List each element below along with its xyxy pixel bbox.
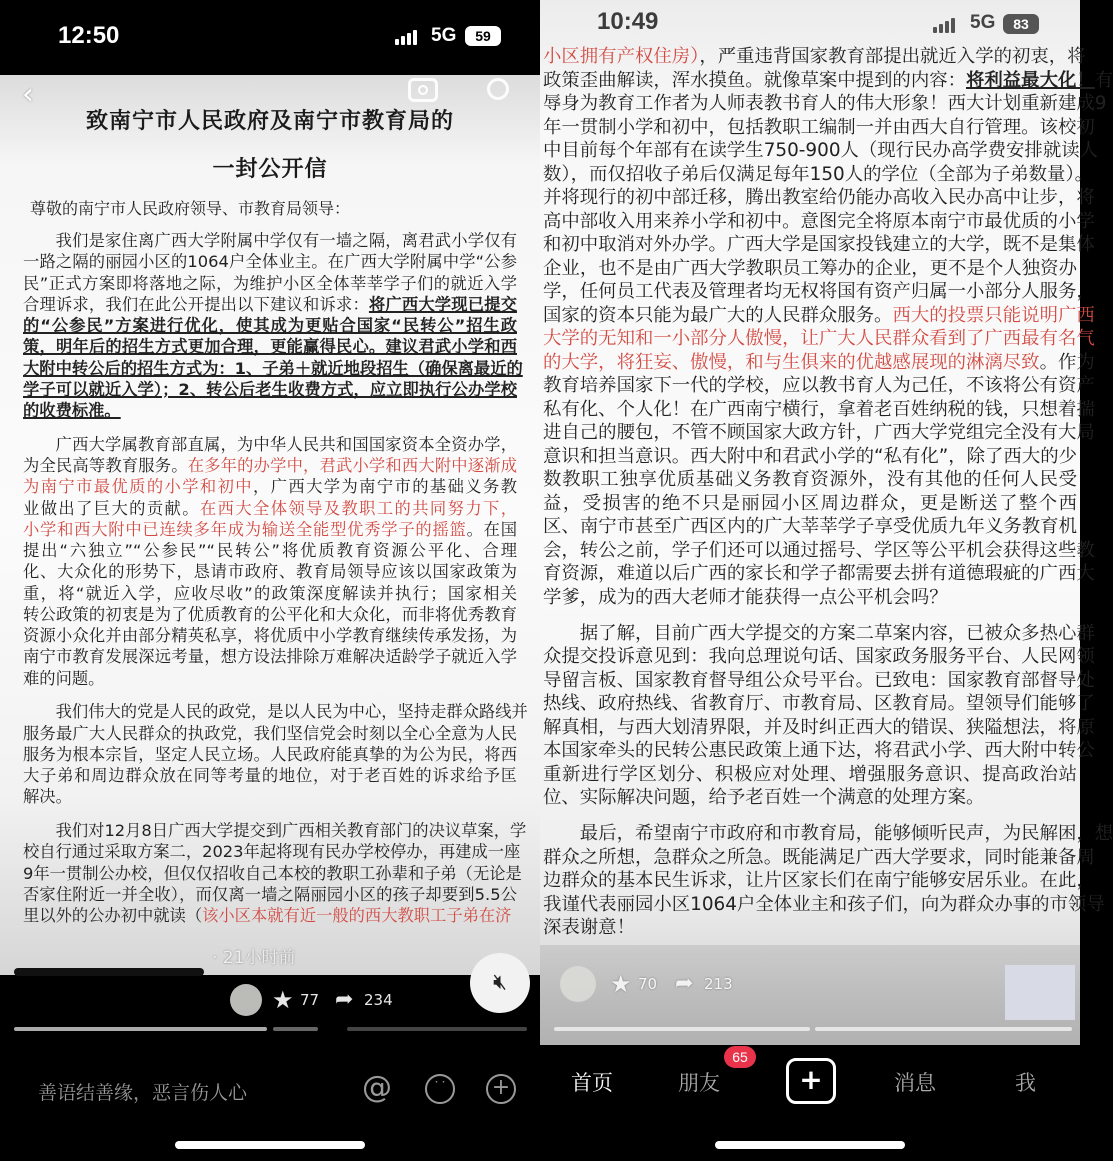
text-run: 数），而仅招收子弟后仅满足每年150人的学位（全部为子弟数量）。 xyxy=(543,163,1094,185)
text-run: 广西大学属教育部直属，为中华人民共和国国家资本全资办学， xyxy=(55,434,517,454)
post-time: · 21小时前 xyxy=(212,948,296,968)
network-type: 5G xyxy=(970,12,996,33)
paragraph xyxy=(23,434,517,689)
text-line xyxy=(543,893,1105,917)
right-phone-screenshot xyxy=(540,0,1113,1161)
text-run: 导留言板、国家教育督导组公众号平台。已致电：国家教育部督导处 xyxy=(543,669,1095,691)
text-run: 私有化、个人化！在广西南宁横行，拿着老百姓纳税的钱，只想着揣 xyxy=(543,398,1095,420)
text-run: 辱身为教育工作者为人师表教书育人的伟大形象！西大计划重新建成9 xyxy=(543,93,1107,114)
text-line xyxy=(23,379,517,400)
text-run: 教育培养国家下一代的学校，应以教书育人为己任，不该将公有资产 xyxy=(543,375,1095,396)
text-run: 学爹，成为的西大老师才能获得一点公平机会吗？ xyxy=(543,586,948,608)
underlined-text: 的收费标准。 xyxy=(23,401,121,420)
text-line xyxy=(543,822,1113,846)
text-run: 民”正式方案即将落地之际，为维护小区全体莘莘学子们的就近入学 xyxy=(23,273,517,293)
battery-level: 59 xyxy=(465,26,501,46)
text-line xyxy=(23,583,517,604)
paragraph xyxy=(543,622,1095,810)
text-run: 为全民高等教育服务。 xyxy=(23,456,188,475)
text-line xyxy=(543,692,1095,716)
text-line xyxy=(23,625,517,646)
text-line xyxy=(23,786,517,807)
text-line xyxy=(543,539,1095,563)
nav-me[interactable]: 我 xyxy=(1015,1071,1036,1095)
progress-segment xyxy=(347,1027,527,1031)
text-run: ，广西大学为南宁市的基础义务教 xyxy=(253,477,517,497)
text-line xyxy=(543,304,1095,328)
speaker-muted-icon: 🔇︎ xyxy=(493,970,507,995)
highlighted-text: 西大的投票只能说明广西 xyxy=(892,304,1095,326)
text-run: 难的问题。 xyxy=(23,668,105,688)
paragraph xyxy=(543,822,1113,940)
highlighted-text: 的大学，将狂妄、傲慢，和与生俱来的优越感展现的淋漓尽致 xyxy=(543,351,1040,373)
text-line xyxy=(23,646,517,667)
text-run: 有 xyxy=(1094,69,1113,91)
author-name-redacted xyxy=(14,968,204,976)
text-run: 中目前每个年部有在读学生750-900人（现行民办高学费安排就读人 xyxy=(543,140,1098,161)
text-run: 化、大众化的形势下，恳请市政府、教育局领导应该以国家政策为 xyxy=(23,562,517,582)
text-run: 里以外的公办初中就读（ xyxy=(23,906,203,925)
text-run: 国家的资本只能为最广大的人民群众服务。 xyxy=(543,304,893,326)
text-line xyxy=(543,92,1107,116)
text-line xyxy=(543,468,1077,492)
paragraph xyxy=(543,45,1113,609)
text-run: 我们伟大的党是人民的政党，是以人民为中心，坚持走群众路线并 xyxy=(55,702,528,722)
text-line xyxy=(23,905,517,926)
text-line xyxy=(23,273,517,294)
share-count: 234 xyxy=(364,991,393,1009)
progress-segment xyxy=(273,1027,318,1031)
text-run: 提出“六独立”“公参民”“民转公”将优质教育资源公平化、合理 xyxy=(23,541,517,560)
text-line xyxy=(23,336,517,357)
progress-segment xyxy=(815,1027,1072,1031)
text-run: 进自己的腰包，不管不顾国家大政方针，广西大学党组完全没有大局 xyxy=(543,422,1095,443)
text-line xyxy=(23,230,517,251)
like-star-icon[interactable]: ★ xyxy=(610,970,632,998)
text-line xyxy=(543,210,1095,234)
share-arrow-icon[interactable]: ➦ xyxy=(675,971,694,996)
text-run: 政策歪曲解读，浑水摸鱼。就像草案中提到的内容： xyxy=(543,69,966,91)
text-line xyxy=(543,186,1095,210)
text-line xyxy=(23,294,517,315)
mute-button[interactable] xyxy=(470,953,530,1013)
text-line xyxy=(23,561,517,582)
text-run: 我们是家住离广西大学附属中学仅有一墙之隔，离君武小学仅有 xyxy=(55,231,517,250)
nav-friends[interactable]: 朋友 xyxy=(678,1071,720,1095)
text-run: 服务为根本宗旨，坚定人民立场。人民政府能真挚的为公为民，将西 xyxy=(23,744,517,764)
text-line xyxy=(23,765,517,786)
text-line xyxy=(543,622,1095,646)
text-line xyxy=(543,916,1077,940)
text-run: 解决。 xyxy=(23,787,72,807)
underlined-text: 将广西大学现已提交 xyxy=(368,294,517,314)
signal-icon xyxy=(395,30,417,45)
text-line xyxy=(543,786,1077,810)
text-run: 和初中取消对外办学。广西大学是国家投钱建立的大学，既不是集体 xyxy=(543,234,1095,255)
friends-badge: 65 xyxy=(724,1046,756,1068)
text-run: 众提交投诉意见到：我向总理说句话、国家政务服务平台、人民网领 xyxy=(543,646,1095,667)
text-line xyxy=(543,716,1095,740)
text-run: ，严重违背国家教育部提出就近入学的初衷，将 xyxy=(699,46,1086,67)
text-line xyxy=(543,257,1077,281)
text-line xyxy=(23,251,517,272)
letter-salutation: 尊敬的南宁市人民政府领导、市教育局领导： xyxy=(30,199,351,218)
letter-body-continued xyxy=(543,45,1113,952)
text-run: 企业，也不是由广西大学教职员工筹办的企业，更不是个人独资办 xyxy=(543,257,1077,279)
text-line xyxy=(23,519,517,540)
like-count: 77 xyxy=(300,991,320,1009)
text-line xyxy=(23,723,517,744)
text-line xyxy=(23,476,517,497)
underlined-text: 将利益最大化！ xyxy=(966,69,1095,91)
nav-home[interactable]: 首页 xyxy=(571,1071,613,1095)
text-run: 群众之所想，急群众之所急。既能满足广西大学要求，同时能兼备周 xyxy=(543,846,1095,868)
underlined-text: 策，明年后的招生方式更加合理，更能赢得民心。建议君武小学和西 xyxy=(23,337,517,357)
text-line xyxy=(543,645,1095,669)
emoji-icon[interactable]: ˙˙ xyxy=(425,1074,455,1104)
letter-title-line-2: 一封公开信 xyxy=(212,157,328,182)
text-run: 南宁市教育发展深远考量，想方设法排除万难解决适龄学子就近入学 xyxy=(23,647,517,667)
left-phone-screenshot xyxy=(0,0,540,1161)
like-star-icon[interactable]: ★ xyxy=(272,986,294,1014)
home-indicator xyxy=(715,1141,905,1149)
text-run: 深表谢意！ xyxy=(543,917,635,938)
text-line xyxy=(543,739,1095,763)
highlighted-text: 为南宁市最优质的小学和初中 xyxy=(23,477,253,497)
share-arrow-icon[interactable]: ➦ xyxy=(335,987,354,1012)
highlighted-text: 小学和西大附中已连续多年成为输送全能型优秀学子的摇篮 xyxy=(23,519,467,539)
text-run: 最后，希望南宁市政府和市教育局，能够倾听民声，为民解困，想 xyxy=(579,823,1113,844)
text-line xyxy=(543,280,1095,304)
create-icon[interactable]: + xyxy=(786,1058,836,1104)
paragraph xyxy=(23,820,527,926)
text-line xyxy=(543,562,1095,586)
text-run: 数教职工独享优质基础义务教育资源外，没有其他的任何人民受 xyxy=(543,469,1077,490)
text-line xyxy=(23,863,522,884)
author-avatar[interactable] xyxy=(560,966,596,1002)
letter-title-line-1: 致南宁市人民政府及南宁市教育局的 xyxy=(85,109,455,134)
text-line xyxy=(543,586,1077,610)
text-run: 重新进行学区划分、积极应对处理、增强服务意识、提高政治站 xyxy=(543,763,1077,785)
status-bar xyxy=(0,0,540,75)
text-line xyxy=(23,820,527,841)
text-run: 合理诉求，我们在此公开提出以下建议和诉求： xyxy=(23,294,369,314)
highlighted-text: 大学的无知和一小部分人傲慢，让广大人民群众看到了广西最有名气 xyxy=(543,328,1095,349)
text-line xyxy=(23,434,517,455)
text-line xyxy=(23,358,523,379)
share-count: 213 xyxy=(704,975,733,993)
battery-level: 83 xyxy=(1003,14,1039,34)
text-line xyxy=(23,400,517,421)
text-line xyxy=(23,498,517,519)
text-run: 解真相，与西大划清界限，并及时纠正西大的错误、狭隘想法，将原 xyxy=(543,716,1095,738)
text-line xyxy=(543,763,1077,787)
text-line xyxy=(543,398,1095,422)
text-line xyxy=(543,869,1095,893)
text-run: 益，受损害的绝不只是丽园小区周边群众，更是断送了整个西 xyxy=(543,492,1077,514)
text-run: 热线、政府热线、省教育厅、市教育局、区教育局。望领导们能够了 xyxy=(543,693,1095,714)
text-line xyxy=(543,669,1095,693)
text-run: 并将现行的初中部迁移，腾出教室给仍能办高收入民办高中让步，将 xyxy=(543,187,1095,208)
text-run: 育资源，难道以后广西的家长和学子都需要去拼有道德瑕疵的广西大 xyxy=(543,563,1095,584)
text-line xyxy=(23,884,517,905)
paragraph xyxy=(23,230,523,421)
text-run: 意识和担当意识。西大附中和君武小学的“私有化”，除了西大的少 xyxy=(543,445,1077,467)
text-run: 服务最广大人民群众的执政党，我们坚信党会时刻以全心全意为人民 xyxy=(23,723,517,743)
text-run: 否家住附近一并全收），而仅离一墙之隔丽园小区的孩子却要到5.5公 xyxy=(23,884,517,904)
highlighted-text: 小区拥有产权住房） xyxy=(543,46,700,67)
text-line xyxy=(23,701,528,722)
text-run: 据了解，目前广西大学提交的方案二草案内容，已被众多热心群 xyxy=(579,622,1095,644)
underlined-text: 的“公参民”方案进行优化，使其成为更贴合国家“民转公”招生政 xyxy=(23,316,517,335)
highlighted-text: 在西大全体领导及教职工的共同努力下， xyxy=(199,498,517,518)
highlighted-text: 该小区本就有近一般的西大教职工子弟在济 xyxy=(202,906,512,925)
author-avatar[interactable] xyxy=(230,984,262,1016)
text-run: 高中部收入用来养小学和初中。意图完全将原本南宁市最优质的小学 xyxy=(543,210,1095,232)
text-run: 边群众的基本民生诉求，让片区家长们在南宁能够安居乐业。在此， xyxy=(543,870,1095,891)
text-run: 。在国 xyxy=(466,519,517,539)
nav-messages[interactable]: 消息 xyxy=(894,1071,936,1095)
text-run: 区、南宁市甚至广西区内的广大莘莘学子享受优质九年义务教育机 xyxy=(543,516,1077,537)
text-line xyxy=(543,139,1098,163)
paragraph xyxy=(23,701,528,807)
text-line xyxy=(543,445,1077,469)
add-icon[interactable]: + xyxy=(486,1074,516,1104)
underlined-text: 学子可以就近入学）；2、转公后老生收费方式，应立即执行公办学校 xyxy=(23,379,517,399)
signal-icon xyxy=(933,18,955,33)
text-run: 业做出了巨大的贡献。 xyxy=(23,498,200,518)
text-line xyxy=(543,327,1095,351)
search-icon[interactable] xyxy=(487,78,509,100)
text-line xyxy=(543,351,1095,375)
text-run: 位、实际解决问题，给予老百姓一个满意的处理方案。 xyxy=(543,787,985,808)
text-line xyxy=(543,492,1077,516)
text-line xyxy=(23,604,517,625)
status-bar xyxy=(540,0,1080,75)
text-line xyxy=(23,744,517,765)
mention-icon[interactable]: @ xyxy=(362,1070,392,1105)
text-line xyxy=(23,841,521,862)
text-line xyxy=(23,455,517,476)
text-run: 本国家牵头的民转公惠民政策上通下达，将君武小学、西大附中转公 xyxy=(543,740,1095,761)
text-line xyxy=(543,233,1095,257)
text-line xyxy=(23,668,517,689)
underlined-text: 大附中转公后的招生方式为：1、子弟＋就近地段招生（确保离最近的 xyxy=(23,358,523,378)
back-chevron-icon[interactable]: ‹ xyxy=(22,77,34,112)
home-indicator xyxy=(175,1141,365,1149)
text-line xyxy=(23,540,517,561)
text-line xyxy=(543,421,1095,445)
text-run: 大子弟和周边群众放在同等考量的地位，对于老百姓的诉求给予匡 xyxy=(23,766,517,785)
text-line xyxy=(543,515,1077,539)
progress-segment xyxy=(14,1027,267,1031)
like-count: 70 xyxy=(638,975,658,993)
text-run: 我们对12月8日广西大学提交到广西相关教育部门的决议草案，学 xyxy=(55,821,527,840)
progress-segment xyxy=(554,1027,810,1031)
text-line xyxy=(543,846,1095,870)
status-time: 10:49 xyxy=(597,8,659,35)
text-run: 我谨代表丽园小区1064户全体业主和孩子们，向为群众办事的市领导 xyxy=(543,893,1105,915)
text-run: 重，将“就近入学，应收尽收”的政策深度解读并执行；国家相关 xyxy=(23,583,517,603)
text-run: 转公政策的初衷是为了优质教育的公平化和大众化，而非将优秀教育 xyxy=(23,604,517,624)
camera-icon[interactable] xyxy=(408,78,438,102)
thumbnail-blurred xyxy=(1005,965,1075,1020)
status-time: 12:50 xyxy=(58,22,120,49)
text-line xyxy=(543,374,1095,398)
text-run: 一路之隔的丽园小区的1064户全体业主。在广西大学附属中学“公参 xyxy=(23,252,517,272)
text-run: 学，任何员工代表及管理者均无权将国有资产归属一小部分人服务， xyxy=(543,281,1095,302)
text-line xyxy=(23,315,517,336)
network-type: 5G xyxy=(431,25,457,46)
highlighted-text: 在多年的办学中，君武小学和西大附中逐渐成 xyxy=(187,456,517,475)
letter-body xyxy=(23,230,528,939)
text-run: 资源小众化并由部分精英私享，将优质中小学教育继续传承发扬，为 xyxy=(23,626,517,645)
text-line xyxy=(543,163,1094,187)
text-line xyxy=(543,116,1095,140)
text-run: 。作为 xyxy=(1039,351,1095,373)
comment-input[interactable]: 善语结善缘，恶言伤人心 xyxy=(38,1082,248,1104)
text-run: 校自行通过采取方案二，2023年起将现有民办学校停办，再建成一座 xyxy=(23,842,521,862)
text-run: 9年一贯制公办校，但仅仅招收自己本校的教职工孙辈和子弟（无论是 xyxy=(23,863,522,883)
text-run: 会，转公之前，学子们还可以通过摇号、学区等公平机会获得这些教 xyxy=(543,539,1095,561)
text-run: 年一贯制小学和初中，包括教职工编制一并由西大自行管理。该校初 xyxy=(543,116,1095,138)
